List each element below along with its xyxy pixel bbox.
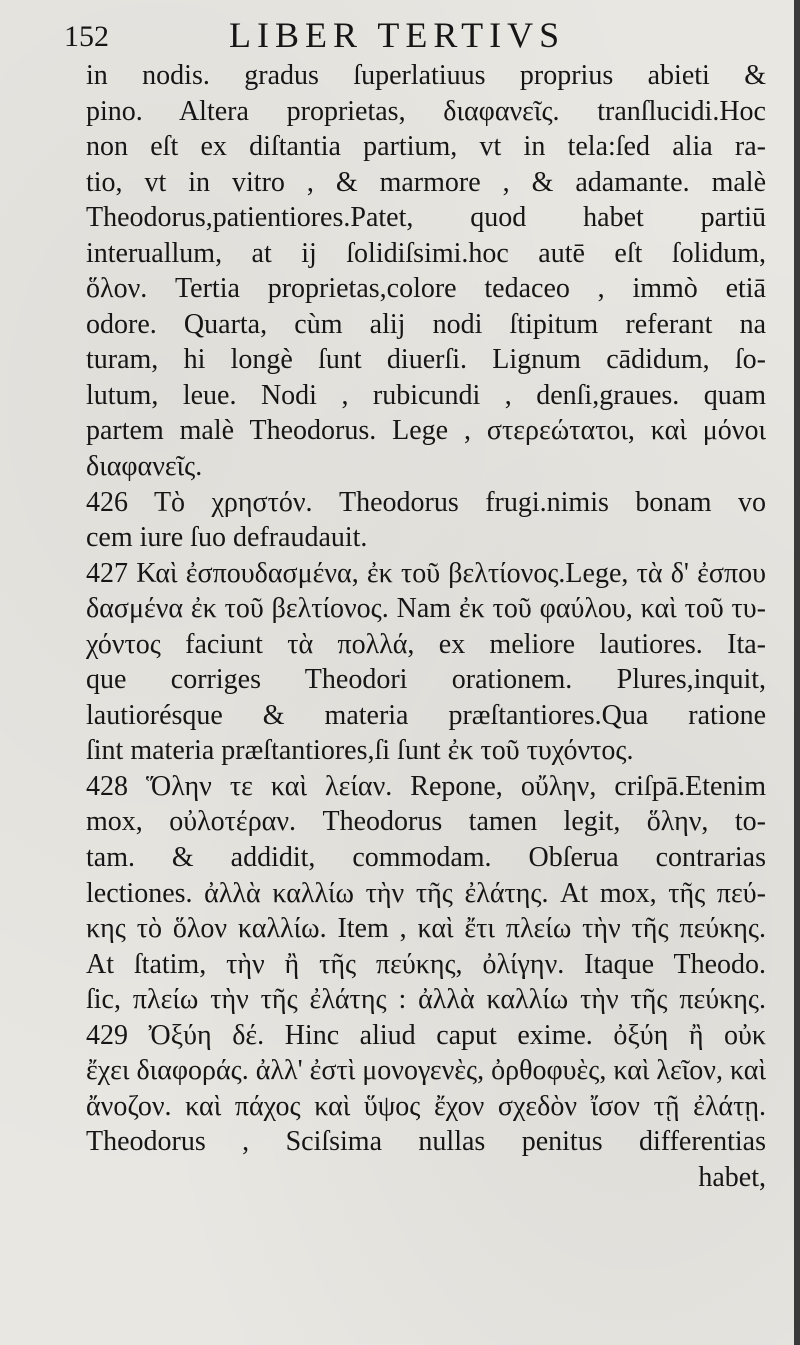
text-line: que corriges Theodori orationem. Plures,inquit, (86, 664, 766, 696)
text-line: ὅλον. Tertia proprietas,colore tedaceo , immò etiā (86, 273, 766, 305)
text-line: turam, hi longè ſunt diuerſi. Lignum cādidum, ſo- (86, 344, 766, 376)
text-line: 426 Τὸ χρηστόν. Theodorus frugi.nimis bonam vo (86, 486, 766, 518)
text-line: partem malè Theodorus. Lege , στερεώτατοι, καὶ μόνοι (86, 415, 766, 447)
text-line: lutum, leue. Nodi , rubicundi , denſi,graues. quam (86, 379, 766, 411)
text-line: ſint materia præſtantiores,ſi ſunt ἐκ τοῦ τυχόντος. (86, 735, 634, 767)
text-line: Theodorus , Sciſsima nullas penitus differentias (86, 1126, 766, 1158)
text-line: odore. Quarta, cùm alij nodi ſtipitum referant na (86, 308, 766, 340)
text-line: διαφανεῖς. (86, 451, 203, 483)
text-line: in nodis. gradus ſuperlatiuus proprius abieti & (86, 60, 766, 91)
text-line: non eſt ex diſtantia partium, vt in tela:ſed alia ra- (86, 131, 766, 163)
text-line: ſic, πλείω τὴν τῆς ἐλάτης : ἀλλὰ καλλίω τὴν τῆς πεύκης. (86, 984, 766, 1016)
text-line: χόντος faciunt τὰ πολλά, ex meliore lautiores. Ita- (86, 628, 766, 660)
text-line: Theodorus,patientiores.Patet, quod habet partiū (86, 202, 766, 234)
text-line: interuallum, at ij ſolidiſsimi.hoc autē eſt ſolidum, (86, 237, 766, 269)
text-line: pino. Altera proprietas, διαφανεῖς. tranſlucidi.Hoc (86, 95, 766, 127)
text-line: tam. & addidit, commodam. Obſerua contrarias (86, 842, 766, 874)
text-line: ἔχει διαφοράς. ἀλλ' ἐστὶ μονογενὲς, ὀρθοφυὲς, καὶ λεῖον, καὶ (86, 1055, 766, 1087)
text-line: habet, (698, 1161, 766, 1193)
running-head (64, 14, 764, 60)
text-line: lectiones. ἀλλὰ καλλίω τὴν τῆς ἐλάτης. At mox, τῆς πεύ- (86, 877, 766, 909)
book-title: LIBER TERTIVS (229, 15, 566, 55)
text-line: tio, vt in vitro , & marmore , & adamante. malè (86, 166, 766, 198)
text-line: 429 Ὀξύη δέ. Hinc aliud caput exime. ὀξύη ἢ οὐκ (86, 1019, 766, 1051)
text-line: cem iure ſuo defraudauit. (86, 522, 368, 554)
text-line: mox, οὐλοτέραν. Theodorus tamen legit, ὅλην, to- (86, 806, 766, 838)
text-line: 427 Καὶ ἐσπουδασμένα, ἐκ τοῦ βελτίονος.Lege, τὰ δ' ἐσπου (86, 557, 766, 589)
text-line: δασμένα ἐκ τοῦ βελτίονος. Nam ἐκ τοῦ φαύλου, καὶ τοῦ τυ- (86, 593, 766, 625)
text-line: 428 Ὅλην τε καὶ λείαν. Repone, οὔλην, criſpā.Etenim (86, 770, 766, 802)
text-line: lautiorésque & materia præſtantiores.Qua ratione (86, 699, 766, 731)
body-text (86, 58, 766, 1196)
text-line: At ſtatim, τὴν ἢ τῆς πεύκης, ὀλίγην. Itaque Theodo. (86, 948, 766, 980)
text-line: ἄνοζον. καὶ πάχος καὶ ὕψος ἔχον σχεδὸν ἴσον τῇ ἐλάτῃ. (86, 1090, 766, 1122)
text-line: κης τὸ ὅλον καλλίω. Item , καὶ ἔτι πλείω τὴν τῆς πεύκης. (86, 913, 766, 945)
page-number: 152 (64, 20, 109, 53)
